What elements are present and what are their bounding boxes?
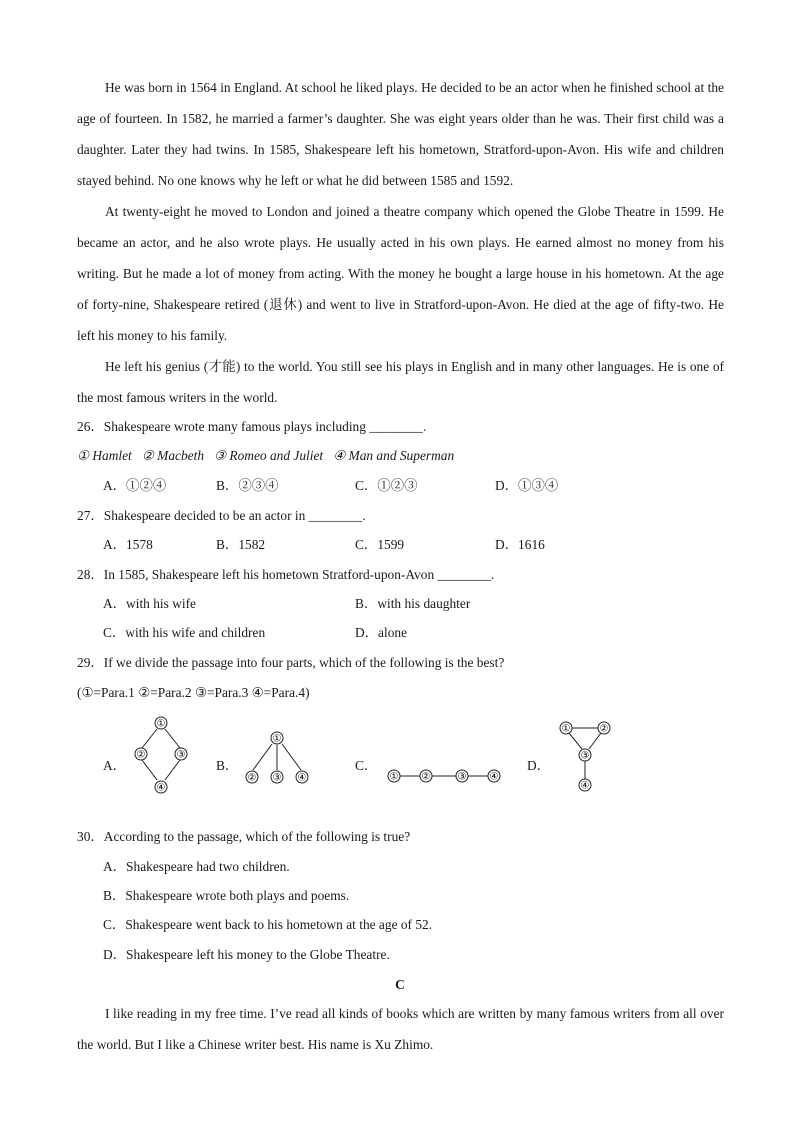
diagram-d-triangle: [556, 716, 618, 796]
question-30-option-a[interactable]: A．Shakespeare had two children.: [103, 859, 290, 874]
question-27-option-b[interactable]: B．1582: [216, 537, 266, 552]
question-28-option-d[interactable]: D．alone: [355, 625, 408, 640]
diagram-a-node-2: [135, 748, 147, 761]
section-c-title: C: [395, 977, 405, 992]
diagram-c-chain: [384, 766, 504, 786]
diagram-b-node-1: [271, 732, 283, 745]
question-27-option-c[interactable]: C．1599: [355, 537, 405, 552]
diagram-b-node-4: [296, 771, 308, 784]
svg-text:②: ②: [599, 723, 609, 735]
svg-text:①: ①: [561, 723, 571, 735]
question-27-option-a[interactable]: A．1578: [103, 537, 153, 552]
question-28-option-c[interactable]: C．with his wife and children: [103, 625, 266, 640]
svg-text:③: ③: [580, 750, 590, 762]
question-30-option-d[interactable]: D．Shakespeare left his money to the Globe Theatre.: [103, 947, 390, 962]
question-28-stem: 28．In 1585, Shakespeare left his hometown Stratford-upon-Avon ________.: [77, 567, 495, 582]
item-romeo-and-juliet: ③ Romeo and Juliet: [214, 448, 324, 463]
diagram-b-tree: [240, 726, 314, 788]
svg-text:②: ②: [136, 749, 146, 761]
svg-text:③: ③: [457, 771, 467, 783]
diagram-a-diamond: [130, 712, 192, 798]
diagram-d-node-2: [598, 722, 610, 735]
question-29-option-b[interactable]: B．: [216, 758, 239, 773]
question-26-option-a[interactable]: A．①②④: [103, 478, 167, 493]
question-26-option-d[interactable]: D．①③④: [495, 478, 559, 493]
question-29-stem: 29．If we divide the passage into four parts, which of the following is the best?: [77, 655, 505, 670]
question-30-option-b[interactable]: B．Shakespeare wrote both plays and poems.: [103, 888, 350, 903]
svg-text:②: ②: [421, 771, 431, 783]
item-macbeth: ② Macbeth: [141, 448, 205, 463]
question-26-stem: 26．Shakespeare wrote many famous plays including ________.: [77, 419, 427, 434]
question-29-option-a[interactable]: A．: [103, 758, 127, 773]
diagram-a-node-3: [175, 748, 187, 761]
diagram-a-node-1: [155, 717, 167, 730]
passage-paragraph-2: At twenty-eight he moved to London and joined a theatre company which opened the Globe Theatre in 1599. He became an actor, and he also wrote plays. He usually acted in his own plays. He earned almost no money from his writing. But he made a lot of money from acting. With the money he bought a large house in his hometown. At the age of forty-nine, Shakespeare retired (退休) and went to live in Stratford-upon-Avon. He died at the age of fifty-two. He left his money to his family.: [77, 204, 724, 343]
question-26-option-c[interactable]: C．①②③: [355, 478, 418, 493]
passage-paragraph-3: He left his genius (才能) to the world. You still see his plays in English and in many other languages. He is one of the most famous writers in the world.: [77, 359, 724, 405]
svg-text:③: ③: [272, 772, 282, 784]
diagram-b-node-2: [246, 771, 258, 784]
svg-text:②: ②: [247, 772, 257, 784]
diagram-c-node-1: [388, 770, 400, 783]
item-hamlet: ① Hamlet: [77, 448, 132, 463]
section-c-paragraph-1: I like reading in my free time. I’ve read all kinds of books which are written by many famous writers from all over the world. But I like a Chinese writer best. His name is Xu Zhimo.: [77, 1006, 724, 1052]
svg-text:④: ④: [156, 782, 166, 794]
question-26-option-b[interactable]: B．②③④: [216, 478, 279, 493]
svg-text:①: ①: [389, 771, 399, 783]
passage-paragraph-1: He was born in 1564 in England. At school he liked plays. He decided to be an actor when he finished school at the age of fourteen. In 1582, he married a farmer’s daughter. She was eight years older than he was. Their first child was a daughter. Later they had twins. In 1585, Shakespeare left his hometown, Stratford-upon-Avon. His wife and children stayed behind. No one knows why he left or what he did between 1585 and 1592.: [77, 80, 724, 188]
question-28-option-a[interactable]: A．with his wife: [103, 596, 196, 611]
svg-text:④: ④: [489, 771, 499, 783]
question-26-items: [77, 446, 454, 466]
diagram-b-node-3: [271, 771, 283, 784]
diagram-c-node-4: [488, 770, 500, 783]
svg-text:①: ①: [272, 733, 282, 745]
question-28-option-b[interactable]: B．with his daughter: [355, 596, 471, 611]
diagram-d-node-1: [560, 722, 572, 735]
svg-text:①: ①: [156, 718, 166, 730]
question-30-option-c[interactable]: C．Shakespeare went back to his hometown at the age of 52.: [103, 917, 433, 932]
svg-text:④: ④: [297, 772, 307, 784]
question-27-option-d[interactable]: D．1616: [495, 537, 545, 552]
question-29-option-c[interactable]: C．: [355, 758, 378, 773]
question-30-stem: 30．According to the passage, which of the following is true?: [77, 829, 411, 844]
question-27-stem: 27．Shakespeare decided to be an actor in ________.: [77, 508, 366, 523]
diagram-d-node-3: [579, 749, 591, 762]
item-man-and-superman: ④ Man and Superman: [333, 448, 455, 463]
diagram-d-node-4: [579, 779, 591, 792]
question-29-legend: (①=Para.1 ②=Para.2 ③=Para.3 ④=Para.4): [77, 685, 310, 700]
diagram-a-node-4: [155, 781, 167, 794]
diagram-c-node-3: [456, 770, 468, 783]
diagram-c-node-2: [420, 770, 432, 783]
question-29-option-d[interactable]: D．: [527, 758, 551, 773]
svg-text:④: ④: [580, 780, 590, 792]
svg-text:③: ③: [176, 749, 186, 761]
